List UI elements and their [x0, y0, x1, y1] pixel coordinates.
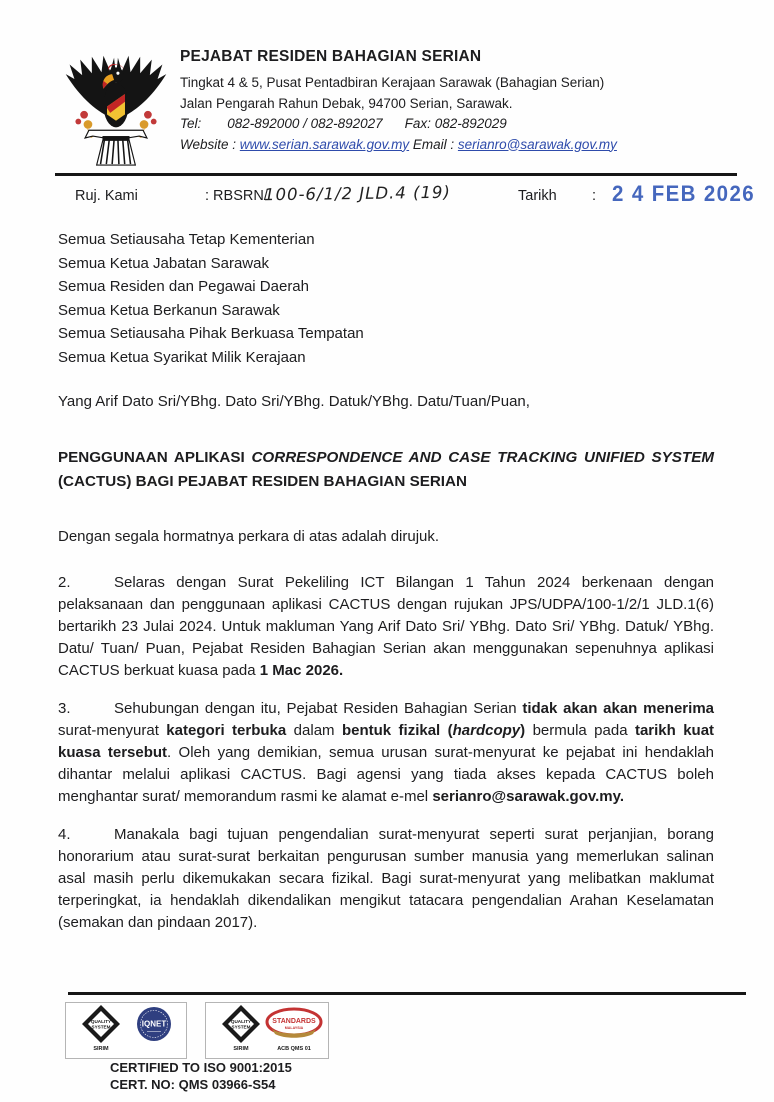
paragraph-text: dalam: [293, 722, 335, 739]
recipient-line: Semua Setiausaha Pihak Berkuasa Tempatan: [58, 325, 364, 342]
certification-text: [110, 1059, 292, 1093]
bold-text: bentuk fizikal (: [341, 722, 453, 739]
subject-part-italic: CORRESPONDENCE AND CASE TRACKING UNIFIED SYSTEM: [251, 449, 714, 466]
fax-number: 082-892029: [434, 116, 507, 131]
paragraph-1: Dengan segala hormatnya perkara di atas adalah dirujuk.: [58, 528, 440, 545]
svg-text:MALAYSIA: MALAYSIA: [285, 1026, 304, 1030]
bold-italic-text: hardcopy: [452, 722, 521, 739]
ref-number-handwritten: 100-6/1/2 JLD.4 (19): [263, 182, 452, 205]
tel-numbers: 082-892000 / 082-892027: [227, 116, 383, 131]
paragraph-text: Manakala bagi tujuan pengendalian surat-menyurat seperti surat perjanjian, borang honorarium atau surat-surat berkaitan pengurusan sumber manusia yang memerlukan salinan asal masih perlu dikemukakan secara fizikal. Bagi surat-menyurat yang melibatkan maklumat terperingkat, ia hendaklah dikendalikan mengikut tatacara pengendalian Arahan Keselamatan (semakan dan pindaan 2017).: [58, 826, 714, 931]
letterhead-divider: [55, 173, 737, 176]
recipient-line: Semua Residen dan Pegawai Daerah: [58, 278, 309, 295]
recipient-line: Semua Ketua Berkanun Sarawak: [58, 301, 280, 319]
letterhead-text: [180, 48, 720, 155]
website-link[interactable]: www.serian.sarawak.gov.my: [239, 136, 410, 152]
subject-part-1: PENGGUNAAN APLIKASI: [58, 449, 245, 466]
paragraph-text: bermula pada: [532, 722, 628, 739]
date-label: Tarikh: [518, 188, 557, 204]
recipient-line: Semua Setiausaha Tetap Kementerian: [58, 231, 315, 248]
website-label: Website :: [180, 136, 237, 152]
certification-badges: [65, 1002, 329, 1059]
paragraph-text: . Oleh yang demikian, semua urusan surat-menyurat ke pejabat ini hendaklah dihantar melalui aplikasi CACTUS. Bagi agensi yang tiada akses kepada CACTUS boleh menghantar surat/ memorandum rasmi ke alamat e-mel: [58, 744, 714, 805]
svg-text:QUALITY: QUALITY: [90, 1019, 112, 1024]
sarawak-crest-icon: [58, 44, 174, 172]
bold-text: ): [520, 722, 526, 739]
svg-text:SIRIM: SIRIM: [233, 1046, 250, 1052]
standards-malaysia-seal-icon: [267, 1009, 321, 1052]
sirim-diamond-icon: [82, 1005, 120, 1052]
address-line-1: Tingkat 4 & 5, Pusat Pentadbiran Kerajaan Sarawak (Bahagian Serian): [180, 75, 605, 90]
cert-line-1: CERTIFIED TO ISO 9001:2015: [110, 1060, 292, 1075]
paragraph-text: Selaras dengan Surat Pekeliling ICT Bilangan 1 Tahun 2024 berkenaan dengan pelaksanaan dan penggunaan aplikasi CACTUS dengan rujukan JPS/UDPA/100-1/2/1 JLD.1(6) bertarikh 23 Julai 2024. Untuk makluman Yang Arif Dato Sri/ YBhg. Dato Sri/ YBhg. Datuk/ YBhg. Datu/ Tuan/ Puan, Pejabat Residen Bahagian Serian akan menggunakan sepenuhnya aplikasi CACTUS berkuat kuasa pada: [58, 574, 714, 679]
svg-text:SIRIM: SIRIM: [93, 1046, 109, 1052]
fax-label: Fax:: [404, 116, 431, 131]
tel-fax-line: [180, 114, 720, 135]
letterhead: [58, 44, 734, 174]
bold-text: tarikh kuat kuasa tersebut: [58, 722, 715, 761]
recipient-list: [58, 228, 714, 369]
svg-text:SYSTEM: SYSTEM: [91, 1024, 111, 1030]
paragraph-4: [58, 824, 714, 934]
paragraph-3: [58, 698, 714, 808]
email-link[interactable]: serianro@sarawak.gov.my: [457, 136, 617, 152]
website-email-line: [180, 135, 720, 156]
sirim-diamond-icon: [222, 1005, 260, 1052]
sirim-iqnet-badge: [65, 1002, 187, 1059]
bold-text: kategori terbuka: [166, 722, 287, 739]
paragraph-text: surat-menyurat: [58, 722, 159, 739]
iqnet-seal-icon: [137, 1007, 171, 1041]
svg-text:ACB QMS 01: ACB QMS 01: [277, 1046, 312, 1052]
svg-text:IQNET: IQNET: [141, 1019, 167, 1029]
ref-number-printed: : RBSRN/: [205, 188, 268, 204]
email-bold: serianro@sarawak.gov.my.: [432, 788, 624, 805]
subject-part-3: (CACTUS) BAGI PEJABAT RESIDEN BAHAGIAN SERIAN: [58, 473, 467, 490]
paragraph-text: Sehubungan dengan itu, Pejabat Residen Bahagian Serian: [114, 700, 517, 717]
date-colon: :: [592, 188, 597, 204]
date-stamp: 2 4 FEB 2026: [612, 181, 755, 206]
svg-text:QUALITY: QUALITY: [231, 1019, 252, 1024]
svg-text:STANDARDS: STANDARDS: [272, 1018, 317, 1025]
svg-text:SYSTEM: SYSTEM: [232, 1024, 251, 1030]
letter-body: [58, 228, 714, 934]
address-line-2: Jalan Pengarah Rahun Debak, 94700 Serian, Sarawak.: [180, 95, 513, 111]
paragraph-number: 4.: [58, 826, 71, 843]
paragraph-number: 2.: [58, 574, 71, 591]
salutation: Yang Arif Dato Sri/YBhg. Dato Sri/YBhg. Datuk/YBhg. Datu/Tuan/Puan,: [58, 393, 530, 410]
bold-text: tidak akan akan menerima: [522, 700, 714, 717]
office-name: PEJABAT RESIDEN BAHAGIAN SERIAN: [180, 48, 482, 65]
tel-label: Tel:: [180, 116, 202, 131]
paragraph-2: [58, 572, 714, 682]
footer-divider: [68, 992, 746, 995]
sirim-standards-badge: [205, 1002, 329, 1059]
effective-date-bold: 1 Mac 2026.: [259, 662, 344, 679]
ref-label: Ruj. Kami: [75, 188, 138, 204]
cert-line-2: CERT. NO: QMS 03966-S54: [110, 1077, 276, 1092]
email-label: Email :: [412, 136, 455, 152]
recipient-line: Semua Ketua Syarikat Milik Kerajaan: [58, 348, 306, 366]
subject-line: [58, 446, 714, 494]
reference-row: [58, 181, 755, 218]
paragraph-number: 3.: [58, 700, 71, 717]
recipient-line: Semua Ketua Jabatan Sarawak: [58, 254, 269, 272]
